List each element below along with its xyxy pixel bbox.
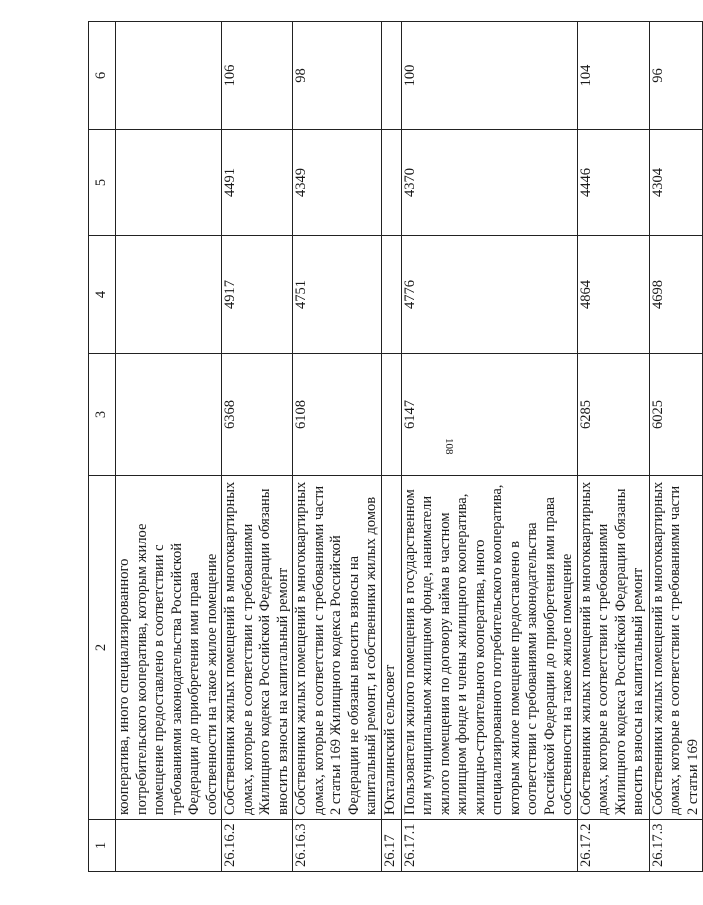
table-row <box>401 22 577 872</box>
col-header-4: 4 <box>89 236 116 354</box>
header-row <box>89 22 116 872</box>
row-value-4: 4917 <box>222 236 293 354</box>
row-value-6: 98 <box>293 22 382 130</box>
row-value-3: 6147 <box>401 354 577 476</box>
row-value-5: 4491 <box>222 130 293 236</box>
row-value-5: 4370 <box>401 130 577 236</box>
tariff-table <box>88 21 703 872</box>
row-description: Пользователи жилого помещения в государственном или муниципальном жилищном фонде, наниматели жилого помещения по договору найма в частном жилищном фонде и члены жилищного кооператива, жилищно-строительного кооператива, иного специализированного потребительского кооператива, которым жилое помещение предоставлено в соответствии с требованиями законодательства Российской Федерации до приобретения ими права собственности на такое жилое помещение <box>401 476 577 820</box>
col-header-2: 2 <box>89 476 116 820</box>
row-code <box>116 820 222 872</box>
row-code: 26.17 <box>381 820 401 872</box>
row-value-3: 6108 <box>293 354 382 476</box>
table-row <box>222 22 293 872</box>
row-value-5 <box>381 130 401 236</box>
row-value-3: 6368 <box>222 354 293 476</box>
rotated-page <box>88 22 701 872</box>
row-code: 26.17.2 <box>577 820 649 872</box>
row-value-4: 4698 <box>649 236 703 354</box>
row-value-6 <box>116 22 222 130</box>
table-row <box>381 22 401 872</box>
row-code: 26.17.3 <box>649 820 703 872</box>
row-description: кооператива, иного специализированного потребительского кооператива, которым жилое помещение предоставлено в соответствии с требованиями законодательства Российской Федерации до приобретения ими права собственности на такое жилое помещение <box>116 476 222 820</box>
table-row <box>649 22 703 872</box>
row-description: Юкталинский сельсовет <box>381 476 401 820</box>
row-code: 26.16.3 <box>293 820 382 872</box>
col-header-6: 6 <box>89 22 116 130</box>
table-row <box>577 22 649 872</box>
row-value-4: 4864 <box>577 236 649 354</box>
row-value-5: 4304 <box>649 130 703 236</box>
page-number: 108 <box>443 438 455 455</box>
row-value-3 <box>116 354 222 476</box>
row-value-3 <box>381 354 401 476</box>
row-value-6: 96 <box>649 22 703 130</box>
row-value-5: 4446 <box>577 130 649 236</box>
row-value-6: 104 <box>577 22 649 130</box>
row-description: Собственники жилых помещений в многоквартирных домах, которые в соответствии с требованиями Жилищного кодекса Российской Федерации обязаны вносить взносы на капитальный ремонт <box>222 476 293 820</box>
row-description: Собственники жилых помещений в многоквартирных домах, которые в соответствии с требованиями Жилищного кодекса Российской Федерации обязаны вносить взносы на капитальный ремонт <box>577 476 649 820</box>
row-value-4: 4751 <box>293 236 382 354</box>
row-value-4 <box>381 236 401 354</box>
row-description: Собственники жилых помещений в многоквартирных домах, которые в соответствии с требованиями части 2 статьи 169 Жилищного кодекса Российской Федерации не обязаны вносить взносы на капитальный ремонт, и собственники жилых домов <box>293 476 382 820</box>
row-value-6: 100 <box>401 22 577 130</box>
col-header-1: 1 <box>89 820 116 872</box>
row-value-3: 6025 <box>649 354 703 476</box>
table-row <box>293 22 382 872</box>
col-header-5: 5 <box>89 130 116 236</box>
row-description: Собственники жилых помещений в многоквартирных домах, которые в соответствии с требованиями части 2 статьи 169 <box>649 476 703 820</box>
row-value-5: 4349 <box>293 130 382 236</box>
table-row <box>116 22 222 872</box>
row-value-6 <box>381 22 401 130</box>
row-value-3: 6285 <box>577 354 649 476</box>
col-header-3: 3 <box>89 354 116 476</box>
row-value-5 <box>116 130 222 236</box>
row-value-4: 4776 <box>401 236 577 354</box>
row-code: 26.16.2 <box>222 820 293 872</box>
row-value-6: 106 <box>222 22 293 130</box>
row-code: 26.17.1 <box>401 820 577 872</box>
row-value-4 <box>116 236 222 354</box>
